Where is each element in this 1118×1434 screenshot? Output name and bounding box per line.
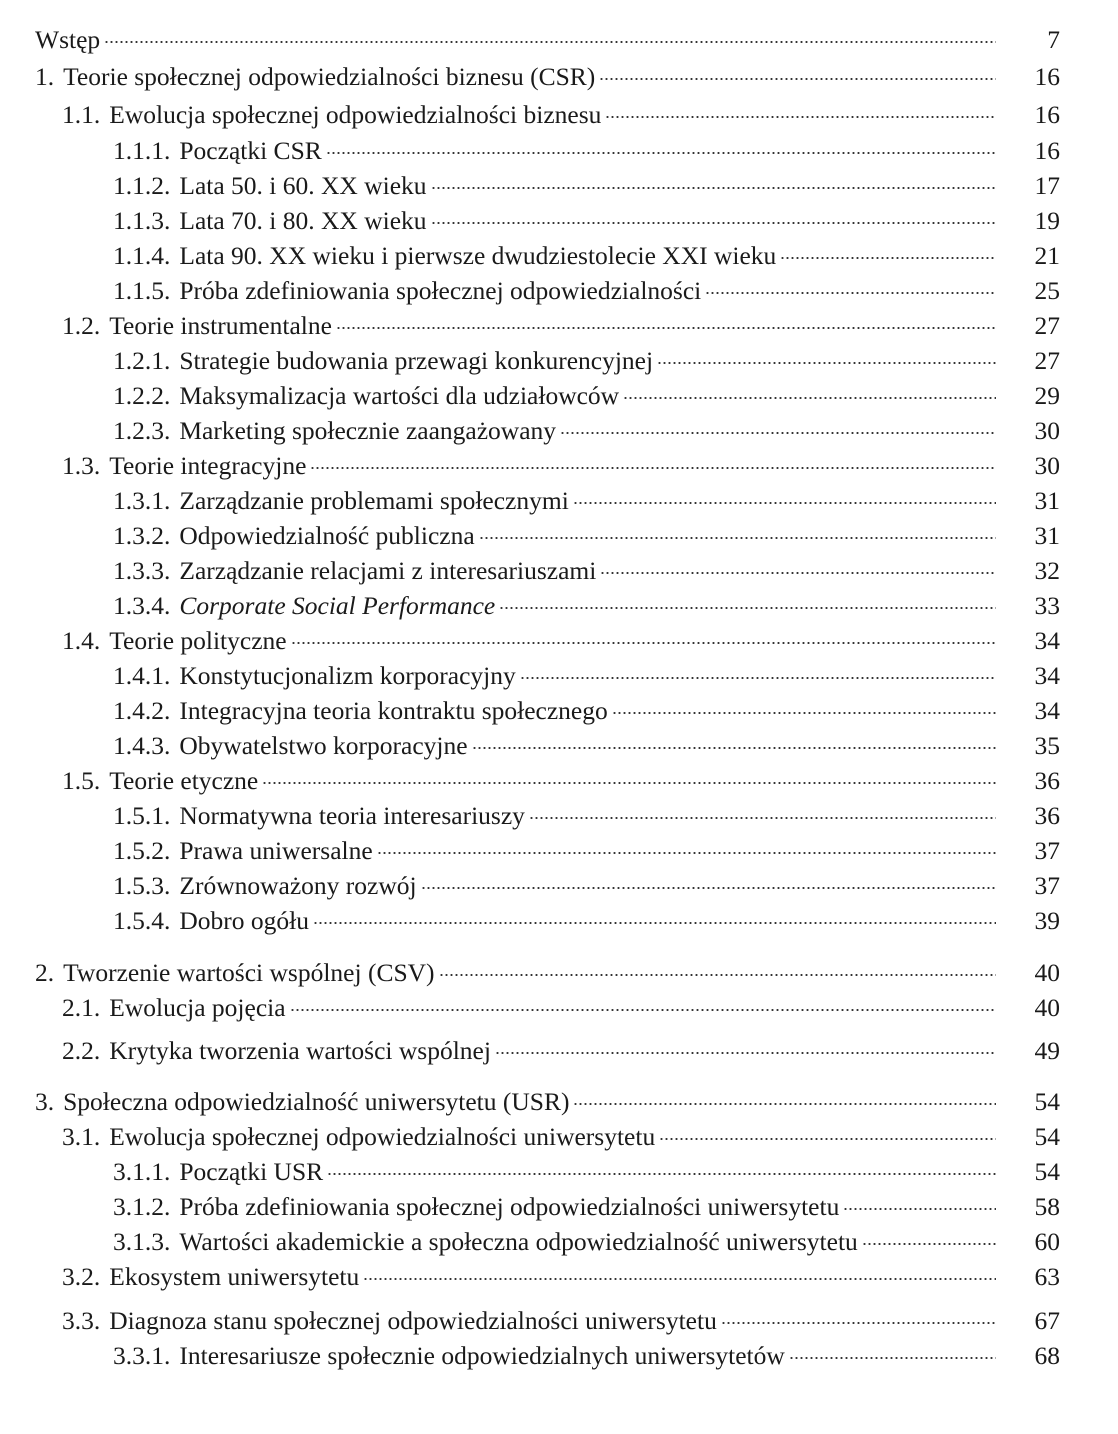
section-title: Próba zdefiniowania społecznej odpowiedzialności bbox=[179, 276, 702, 305]
page-number: 40 bbox=[1034, 958, 1060, 987]
toc-entry-text bbox=[35, 22, 996, 58]
dot-leader bbox=[327, 1172, 996, 1176]
page-number: 58 bbox=[1034, 1192, 1060, 1221]
toc-entry-text bbox=[113, 483, 996, 519]
dot-leader bbox=[560, 431, 996, 435]
section-title: Diagnoza stanu społecznej odpowiedzialności uniwersytetu bbox=[109, 1306, 717, 1335]
toc-entry-text bbox=[113, 1224, 996, 1260]
page-number: 37 bbox=[1034, 836, 1060, 865]
toc-entry[interactable] bbox=[0, 1084, 1118, 1120]
toc-entry-text bbox=[62, 1119, 996, 1155]
dot-leader bbox=[573, 501, 996, 505]
section-title: Ewolucja pojęcia bbox=[109, 993, 286, 1022]
page-number: 16 bbox=[1034, 100, 1060, 129]
toc-entry-text bbox=[62, 1033, 996, 1069]
page-number: 37 bbox=[1034, 871, 1060, 900]
toc-entry-text bbox=[113, 133, 996, 169]
dot-leader bbox=[377, 851, 996, 855]
toc-entry-text bbox=[113, 868, 996, 904]
section-number: 1.2.1. bbox=[113, 346, 171, 375]
dot-leader bbox=[104, 40, 996, 44]
toc-entry-text bbox=[113, 518, 996, 554]
section-number: 1.3.2. bbox=[113, 521, 171, 550]
toc-entry-text bbox=[113, 273, 996, 309]
toc-entry[interactable] bbox=[0, 903, 1118, 939]
toc-entry-text bbox=[113, 903, 996, 939]
section-number: 1.3. bbox=[62, 451, 101, 480]
toc-entry-text bbox=[113, 1154, 996, 1190]
section-title: Lata 90. XX wieku i pierwsze dwudziestolecie XXI wieku bbox=[179, 241, 777, 270]
section-number: 3.1.1. bbox=[113, 1157, 171, 1186]
toc-entry-text bbox=[113, 833, 996, 869]
section-number: 1.4.1. bbox=[113, 661, 171, 690]
toc-entry-text bbox=[62, 448, 996, 484]
section-title: Zarządzanie relacjami z interesariuszami bbox=[179, 556, 597, 585]
section-number: 1.5.3. bbox=[113, 871, 171, 900]
toc-entry[interactable] bbox=[0, 97, 1118, 133]
section-number: 1.3.3. bbox=[113, 556, 171, 585]
page-number: 21 bbox=[1034, 241, 1060, 270]
dot-leader bbox=[721, 1321, 996, 1325]
dot-leader bbox=[843, 1207, 996, 1211]
section-number: 1.5.4. bbox=[113, 906, 171, 935]
section-number: 3.1.2. bbox=[113, 1192, 171, 1221]
toc-entry[interactable] bbox=[0, 955, 1118, 991]
section-number: 2.2. bbox=[62, 1036, 101, 1065]
toc-entry[interactable] bbox=[0, 833, 1118, 869]
section-title: Wartości akademickie a społeczna odpowiedzialność uniwersytetu bbox=[179, 1227, 858, 1256]
dot-leader bbox=[659, 1137, 996, 1141]
section-title: Próba zdefiniowania społecznej odpowiedzialności uniwersytetu bbox=[179, 1192, 840, 1221]
section-number: 3.1.3. bbox=[113, 1227, 171, 1256]
toc-entry[interactable] bbox=[0, 343, 1118, 379]
page-number: 36 bbox=[1034, 801, 1060, 830]
section-title: Odpowiedzialność publiczna bbox=[179, 521, 475, 550]
section-title: Teorie integracyjne bbox=[109, 451, 307, 480]
section-title: Ekosystem uniwersytetu bbox=[109, 1262, 360, 1291]
dot-leader bbox=[705, 291, 996, 295]
page-number: 54 bbox=[1034, 1157, 1060, 1186]
toc-entry[interactable] bbox=[0, 623, 1118, 659]
section-title: Społeczna odpowiedzialność uniwersytetu (USR) bbox=[63, 1087, 570, 1116]
section-number: 1.1.4. bbox=[113, 241, 171, 270]
section-number: 1.5.1. bbox=[113, 801, 171, 830]
dot-leader bbox=[313, 921, 996, 925]
page-number: 39 bbox=[1034, 906, 1060, 935]
dot-leader bbox=[605, 115, 996, 119]
section-number: 1.3.4. bbox=[113, 591, 171, 620]
section-title: Początki CSR bbox=[179, 136, 322, 165]
toc-entry[interactable] bbox=[0, 1338, 1118, 1374]
toc-entry[interactable] bbox=[0, 483, 1118, 519]
section-number: 1.2. bbox=[62, 311, 101, 340]
section-title: Strategie budowania przewagi konkurencyjnej bbox=[179, 346, 654, 375]
section-number: 1.1.3. bbox=[113, 206, 171, 235]
section-title: Początki USR bbox=[179, 1157, 324, 1186]
toc-entry-text bbox=[35, 1084, 996, 1120]
page-number: 34 bbox=[1034, 696, 1060, 725]
page-number: 27 bbox=[1034, 311, 1060, 340]
section-title: Normatywna teoria interesariuszy bbox=[179, 801, 525, 830]
section-title: Lata 50. i 60. XX wieku bbox=[179, 171, 427, 200]
section-title: Ewolucja społecznej odpowiedzialności uniwersytetu bbox=[109, 1122, 656, 1151]
toc-entry-text bbox=[113, 553, 996, 589]
dot-leader bbox=[520, 676, 996, 680]
section-number: 1.1.5. bbox=[113, 276, 171, 305]
page-number: 31 bbox=[1034, 521, 1060, 550]
section-number: 3.1. bbox=[62, 1122, 101, 1151]
toc-entry[interactable] bbox=[0, 1259, 1118, 1295]
toc-entry-text bbox=[62, 990, 996, 1026]
toc-entry-text bbox=[62, 308, 996, 344]
toc-entry[interactable] bbox=[0, 798, 1118, 834]
section-title: Integracyjna teoria kontraktu społecznego bbox=[179, 696, 608, 725]
toc-entry[interactable] bbox=[0, 238, 1118, 274]
section-number: 1.5.2. bbox=[113, 836, 171, 865]
toc-entry[interactable] bbox=[0, 203, 1118, 239]
section-number: 3.2. bbox=[62, 1262, 101, 1291]
page-number: 27 bbox=[1034, 346, 1060, 375]
page-number: 16 bbox=[1034, 136, 1060, 165]
dot-leader bbox=[262, 781, 996, 785]
section-number: 1.5. bbox=[62, 766, 101, 795]
page-number: 60 bbox=[1034, 1227, 1060, 1256]
section-title: Konstytucjonalizm korporacyjny bbox=[179, 661, 516, 690]
dot-leader bbox=[479, 536, 996, 540]
section-number: 1.4. bbox=[62, 626, 101, 655]
section-title: Maksymalizacja wartości dla udziałowców bbox=[179, 381, 620, 410]
toc-entry-text bbox=[113, 1189, 996, 1225]
toc-entry[interactable] bbox=[0, 553, 1118, 589]
page-number: 40 bbox=[1034, 993, 1060, 1022]
dot-leader bbox=[431, 186, 996, 190]
toc-entry[interactable] bbox=[0, 448, 1118, 484]
page-number: 68 bbox=[1034, 1341, 1060, 1370]
dot-leader bbox=[599, 77, 996, 81]
section-number: 1.2.2. bbox=[113, 381, 171, 410]
toc-entry[interactable] bbox=[0, 308, 1118, 344]
dot-leader bbox=[291, 641, 996, 645]
section-number: 1. bbox=[35, 62, 55, 91]
section-number: 2.1. bbox=[62, 993, 101, 1022]
dot-leader bbox=[862, 1242, 996, 1246]
toc-entry-text bbox=[113, 378, 996, 414]
toc-entry[interactable] bbox=[0, 22, 1118, 58]
toc-entry-text bbox=[113, 658, 996, 694]
dot-leader bbox=[363, 1277, 996, 1281]
section-title: Teorie polityczne bbox=[109, 626, 287, 655]
toc-entry-text bbox=[35, 955, 996, 991]
page-number: 34 bbox=[1034, 661, 1060, 690]
toc-entry[interactable] bbox=[0, 273, 1118, 309]
dot-leader bbox=[310, 466, 996, 470]
page-number: 63 bbox=[1034, 1262, 1060, 1291]
section-title: Marketing społecznie zaangażowany bbox=[179, 416, 557, 445]
page-number: 32 bbox=[1034, 556, 1060, 585]
page-number: 30 bbox=[1034, 451, 1060, 480]
dot-leader bbox=[421, 886, 996, 890]
section-title: Corporate Social Performance bbox=[179, 591, 496, 620]
toc-entry-text bbox=[113, 413, 996, 449]
section-title: Lata 70. i 80. XX wieku bbox=[179, 206, 427, 235]
page-number: 29 bbox=[1034, 381, 1060, 410]
page-number: 30 bbox=[1034, 416, 1060, 445]
page-number: 54 bbox=[1034, 1122, 1060, 1151]
toc-entry[interactable] bbox=[0, 1303, 1118, 1339]
toc-entry[interactable] bbox=[0, 168, 1118, 204]
section-number: 1.4.3. bbox=[113, 731, 171, 760]
dot-leader bbox=[290, 1008, 996, 1012]
toc-entry-text bbox=[62, 763, 996, 799]
section-title: Zrównoważony rozwój bbox=[179, 871, 417, 900]
dot-leader bbox=[573, 1102, 996, 1106]
toc-entry-text bbox=[62, 97, 996, 133]
toc-entry[interactable] bbox=[0, 1119, 1118, 1155]
page-number: 7 bbox=[1047, 25, 1060, 54]
section-number: 1.4.2. bbox=[113, 696, 171, 725]
toc-entry-text bbox=[113, 728, 996, 764]
toc-entry-text bbox=[62, 623, 996, 659]
toc-entry-text bbox=[113, 693, 996, 729]
page-number: 33 bbox=[1034, 591, 1060, 620]
page-number: 67 bbox=[1034, 1306, 1060, 1335]
section-title: Teorie etyczne bbox=[109, 766, 259, 795]
dot-leader bbox=[336, 326, 996, 330]
section-title: Obywatelstwo korporacyjne bbox=[179, 731, 468, 760]
section-title: Prawa uniwersalne bbox=[179, 836, 373, 865]
toc-entry-text bbox=[35, 59, 996, 95]
toc-entry[interactable] bbox=[0, 658, 1118, 694]
section-title: Teorie społecznej odpowiedzialności biznesu (CSR) bbox=[63, 62, 596, 91]
dot-leader bbox=[780, 256, 996, 260]
dot-leader bbox=[623, 396, 996, 400]
dot-leader bbox=[495, 1051, 996, 1055]
toc-entry[interactable] bbox=[0, 693, 1118, 729]
toc-entry-text bbox=[62, 1259, 996, 1295]
toc-entry[interactable] bbox=[0, 1224, 1118, 1260]
section-number: 3. bbox=[35, 1087, 55, 1116]
dot-leader bbox=[600, 571, 996, 575]
section-number: 2. bbox=[35, 958, 55, 987]
toc-entry[interactable] bbox=[0, 1033, 1118, 1069]
section-number: 1.3.1. bbox=[113, 486, 171, 515]
toc-entry[interactable] bbox=[0, 59, 1118, 95]
dot-leader bbox=[612, 711, 996, 715]
toc-entry[interactable] bbox=[0, 868, 1118, 904]
toc-entry-text bbox=[113, 798, 996, 834]
section-title: Interesariusze społecznie odpowiedzialnych uniwersytetów bbox=[179, 1341, 785, 1370]
section-number: 3.3.1. bbox=[113, 1341, 171, 1370]
toc-entry[interactable] bbox=[0, 378, 1118, 414]
dot-leader bbox=[789, 1356, 996, 1360]
page-number: 54 bbox=[1034, 1087, 1060, 1116]
toc-entry[interactable] bbox=[0, 728, 1118, 764]
page-number: 19 bbox=[1034, 206, 1060, 235]
toc-entry-text bbox=[113, 203, 996, 239]
dot-leader bbox=[472, 746, 996, 750]
section-number: 1.1.1. bbox=[113, 136, 171, 165]
section-title: Wstęp bbox=[35, 25, 101, 54]
page-number: 31 bbox=[1034, 486, 1060, 515]
section-title: Ewolucja społecznej odpowiedzialności biznesu bbox=[109, 100, 602, 129]
page-number: 36 bbox=[1034, 766, 1060, 795]
section-number: 3.3. bbox=[62, 1306, 101, 1335]
dot-leader bbox=[431, 221, 996, 225]
toc-entry[interactable] bbox=[0, 133, 1118, 169]
section-title: Teorie instrumentalne bbox=[109, 311, 332, 340]
section-number: 1.2.3. bbox=[113, 416, 171, 445]
page-number: 34 bbox=[1034, 626, 1060, 655]
dot-leader bbox=[499, 606, 996, 610]
dot-leader bbox=[529, 816, 996, 820]
page-number: 49 bbox=[1034, 1036, 1060, 1065]
section-title: Tworzenie wartości wspólnej (CSV) bbox=[63, 958, 435, 987]
toc-entry[interactable] bbox=[0, 1189, 1118, 1225]
toc-entry[interactable] bbox=[0, 413, 1118, 449]
page-number: 25 bbox=[1034, 276, 1060, 305]
toc-entry[interactable] bbox=[0, 990, 1118, 1026]
section-title: Zarządzanie problemami społecznymi bbox=[179, 486, 569, 515]
page-number: 16 bbox=[1034, 62, 1060, 91]
toc-entry[interactable] bbox=[0, 763, 1118, 799]
page-number: 17 bbox=[1034, 171, 1060, 200]
toc-entry[interactable] bbox=[0, 518, 1118, 554]
dot-leader bbox=[657, 361, 996, 365]
toc-entry-text bbox=[113, 343, 996, 379]
toc-entry-text bbox=[113, 238, 996, 274]
page-number: 35 bbox=[1034, 731, 1060, 760]
section-title: Krytyka tworzenia wartości wspólnej bbox=[109, 1036, 491, 1065]
dot-leader bbox=[326, 151, 996, 155]
toc-entry-text bbox=[113, 588, 996, 624]
section-title: Dobro ogółu bbox=[179, 906, 309, 935]
toc-entry[interactable] bbox=[0, 588, 1118, 624]
toc-entry[interactable] bbox=[0, 1154, 1118, 1190]
section-number: 1.1. bbox=[62, 100, 101, 129]
toc-entry-text bbox=[62, 1303, 996, 1339]
section-number: 1.1.2. bbox=[113, 171, 171, 200]
toc-entry-text bbox=[113, 168, 996, 204]
toc-entry-text bbox=[113, 1338, 996, 1374]
dot-leader bbox=[439, 973, 996, 977]
